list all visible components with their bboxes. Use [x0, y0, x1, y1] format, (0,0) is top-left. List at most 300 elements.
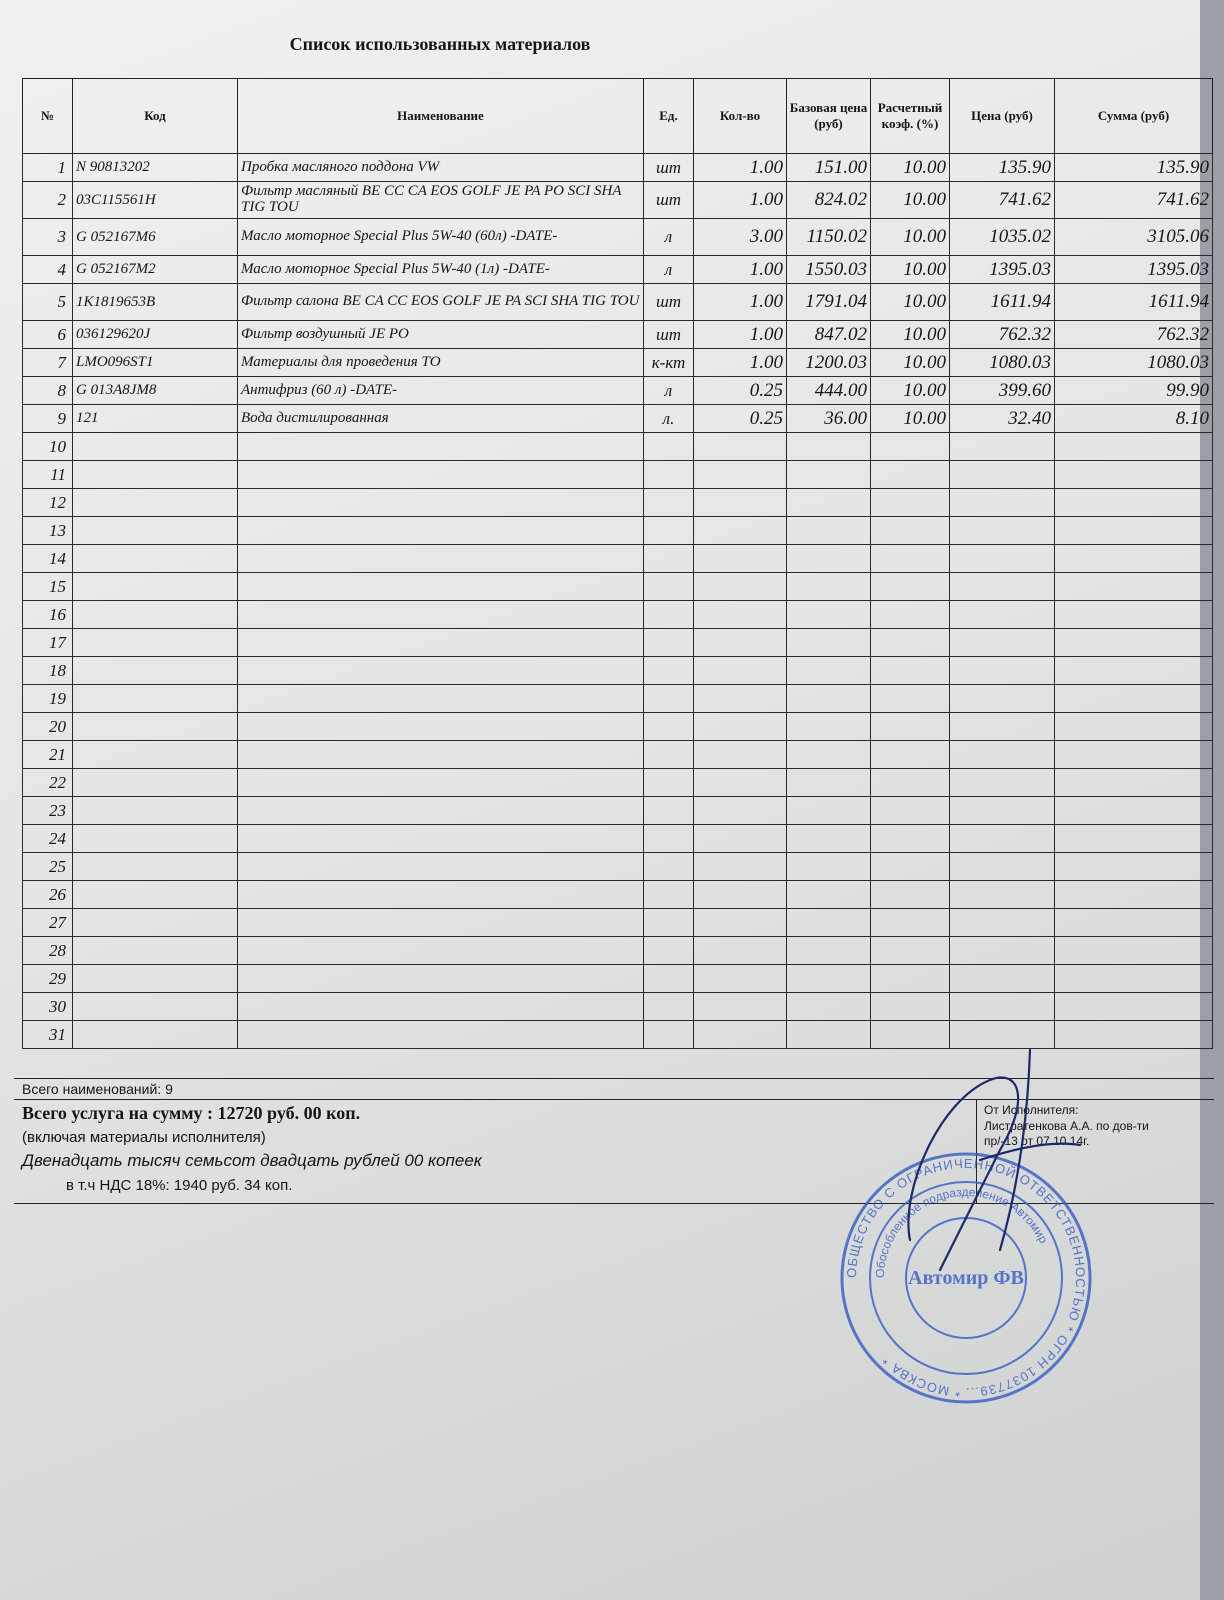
row-number: 3: [23, 219, 73, 256]
item-coef: 10.00: [871, 256, 950, 284]
vat-line: в т.ч НДС 18%: 1940 руб. 34 коп.: [66, 1177, 293, 1194]
table-row: [23, 284, 1213, 321]
empty-cell: [694, 881, 787, 909]
empty-cell: [694, 937, 787, 965]
empty-cell: [644, 909, 694, 937]
item-name: Масло моторное Special Plus 5W-40 (1л) -DATE-: [238, 256, 644, 284]
materials-table: [22, 78, 1213, 1049]
empty-cell: [1055, 601, 1213, 629]
empty-cell: [238, 461, 644, 489]
stamp-outer-text: ОБЩЕСТВО С ОГРАНИЧЕННОЙ ОТВЕТСТВЕННОСТЬЮ * ОГРН 1037739... * МОСКВА *: [843, 1155, 1089, 1401]
empty-cell: [1055, 937, 1213, 965]
item-unit: шт: [644, 154, 694, 182]
empty-cell: [238, 909, 644, 937]
empty-cell: [787, 657, 871, 685]
empty-cell: [787, 545, 871, 573]
empty-cell: [73, 461, 238, 489]
empty-cell: [73, 433, 238, 461]
empty-cell: [238, 433, 644, 461]
row-number: 29: [23, 965, 73, 993]
empty-cell: [694, 657, 787, 685]
empty-cell: [1055, 629, 1213, 657]
item-code: 121: [73, 405, 238, 433]
empty-cell: [1055, 909, 1213, 937]
empty-cell: [694, 601, 787, 629]
document-title: Список использованных материалов: [289, 34, 591, 54]
row-number: 11: [23, 461, 73, 489]
row-number: 22: [23, 769, 73, 797]
empty-cell: [950, 489, 1055, 517]
table-row: [23, 713, 1213, 741]
item-coef: 10.00: [871, 182, 950, 219]
empty-cell: [73, 909, 238, 937]
table-row: [23, 321, 1213, 349]
empty-cell: [238, 881, 644, 909]
empty-cell: [871, 741, 950, 769]
empty-cell: [1055, 545, 1213, 573]
item-name: Фильтр салона BE CA CC EOS GOLF JE PA SCI SHA TIG TOU: [238, 284, 644, 321]
empty-cell: [1055, 433, 1213, 461]
empty-cell: [73, 629, 238, 657]
empty-cell: [644, 853, 694, 881]
empty-cell: [871, 573, 950, 601]
empty-cell: [871, 909, 950, 937]
item-code: N 90813202: [73, 154, 238, 182]
item-base-price: 151.00: [787, 154, 871, 182]
item-price: 762.32: [950, 321, 1055, 349]
row-number: 27: [23, 909, 73, 937]
col-num-header: №: [23, 79, 73, 154]
empty-cell: [238, 517, 644, 545]
empty-cell: [871, 517, 950, 545]
signature: [880, 1040, 1100, 1280]
row-number: 9: [23, 405, 73, 433]
empty-cell: [871, 601, 950, 629]
item-code: 1K1819653B: [73, 284, 238, 321]
empty-cell: [950, 769, 1055, 797]
item-sum: 1080.03: [1055, 349, 1213, 377]
table-row: [23, 489, 1213, 517]
item-name: Фильтр воздушный JE PO: [238, 321, 644, 349]
empty-cell: [73, 769, 238, 797]
item-coef: 10.00: [871, 154, 950, 182]
empty-cell: [73, 853, 238, 881]
row-number: 8: [23, 377, 73, 405]
table-row: [23, 937, 1213, 965]
row-number: 16: [23, 601, 73, 629]
item-sum: 8.10: [1055, 405, 1213, 433]
executor-name: Листратенкова А.А. по дов-ти: [984, 1118, 1149, 1133]
row-number: 31: [23, 1021, 73, 1049]
row-number: 21: [23, 741, 73, 769]
empty-cell: [644, 461, 694, 489]
empty-cell: [950, 517, 1055, 545]
empty-cell: [73, 993, 238, 1021]
empty-cell: [787, 685, 871, 713]
item-name: Пробка масляного поддона VW: [238, 154, 644, 182]
empty-cell: [950, 853, 1055, 881]
empty-cell: [1055, 965, 1213, 993]
executor-label: От Исполнителя:: [984, 1103, 1079, 1117]
stamp-center-text: Автомир ФВ: [908, 1267, 1024, 1289]
empty-cell: [644, 797, 694, 825]
empty-cell: [1055, 685, 1213, 713]
table-row: [23, 545, 1213, 573]
empty-cell: [1055, 517, 1213, 545]
empty-cell: [871, 685, 950, 713]
empty-cell: [950, 825, 1055, 853]
item-unit: л.: [644, 405, 694, 433]
included-note: (включая материалы исполнителя): [22, 1129, 266, 1146]
row-number: 15: [23, 573, 73, 601]
empty-cell: [950, 433, 1055, 461]
table-header-row: [23, 79, 1213, 154]
item-price: 1035.02: [950, 219, 1055, 256]
empty-cell: [73, 517, 238, 545]
item-base-price: 1150.02: [787, 219, 871, 256]
empty-cell: [871, 881, 950, 909]
table-row: [23, 825, 1213, 853]
empty-cell: [787, 489, 871, 517]
empty-cell: [644, 881, 694, 909]
empty-cell: [694, 797, 787, 825]
empty-cell: [1055, 853, 1213, 881]
table-row: [23, 909, 1213, 937]
empty-cell: [950, 601, 1055, 629]
empty-cell: [950, 657, 1055, 685]
table-row: [23, 965, 1213, 993]
empty-cell: [871, 965, 950, 993]
col-sum-header: Сумма (руб): [1055, 79, 1213, 154]
item-qty: 0.25: [694, 377, 787, 405]
item-code: G 052167M2: [73, 256, 238, 284]
empty-cell: [694, 517, 787, 545]
empty-cell: [1055, 657, 1213, 685]
empty-cell: [694, 1021, 787, 1049]
empty-cell: [644, 993, 694, 1021]
item-qty: 1.00: [694, 154, 787, 182]
item-base-price: 444.00: [787, 377, 871, 405]
item-sum: 741.62: [1055, 182, 1213, 219]
item-coef: 10.00: [871, 405, 950, 433]
table-row: [23, 741, 1213, 769]
row-number: 7: [23, 349, 73, 377]
empty-cell: [644, 713, 694, 741]
item-coef: 10.00: [871, 321, 950, 349]
empty-cell: [694, 825, 787, 853]
row-number: 23: [23, 797, 73, 825]
col-base-price-header: Базовая цена (руб): [787, 79, 871, 154]
row-number: 12: [23, 489, 73, 517]
item-code: 036129620J: [73, 321, 238, 349]
empty-cell: [238, 853, 644, 881]
empty-cell: [787, 797, 871, 825]
empty-cell: [787, 937, 871, 965]
empty-cell: [73, 1021, 238, 1049]
table-row: [23, 219, 1213, 256]
empty-cell: [644, 685, 694, 713]
empty-cell: [950, 713, 1055, 741]
empty-cell: [238, 489, 644, 517]
empty-cell: [644, 657, 694, 685]
item-sum: 762.32: [1055, 321, 1213, 349]
item-qty: 3.00: [694, 219, 787, 256]
item-base-price: 847.02: [787, 321, 871, 349]
item-unit: шт: [644, 321, 694, 349]
empty-cell: [238, 545, 644, 573]
empty-cell: [871, 937, 950, 965]
item-coef: 10.00: [871, 349, 950, 377]
col-coef-header: Расчетный коэф. (%): [871, 79, 950, 154]
item-price: 741.62: [950, 182, 1055, 219]
empty-cell: [238, 1021, 644, 1049]
empty-cell: [73, 937, 238, 965]
empty-cell: [694, 489, 787, 517]
item-base-price: 1550.03: [787, 256, 871, 284]
empty-cell: [871, 769, 950, 797]
amount-in-words: Двенадцать тысяч семьсот двадцать рублей 00 копеек: [22, 1151, 482, 1170]
col-name-header: Наименование: [238, 79, 644, 154]
empty-cell: [73, 489, 238, 517]
empty-cell: [871, 545, 950, 573]
table-row: [23, 256, 1213, 284]
empty-cell: [694, 769, 787, 797]
empty-cell: [787, 517, 871, 545]
empty-cell: [73, 573, 238, 601]
empty-cell: [644, 433, 694, 461]
item-sum: 1611.94: [1055, 284, 1213, 321]
empty-cell: [871, 993, 950, 1021]
empty-cell: [787, 601, 871, 629]
empty-cell: [694, 433, 787, 461]
empty-cell: [950, 909, 1055, 937]
col-qty-header: Кол-во: [694, 79, 787, 154]
col-price-header: Цена (руб): [950, 79, 1055, 154]
item-price: 1611.94: [950, 284, 1055, 321]
empty-cell: [1055, 713, 1213, 741]
empty-cell: [694, 741, 787, 769]
empty-cell: [871, 489, 950, 517]
item-qty: 0.25: [694, 405, 787, 433]
empty-cell: [644, 741, 694, 769]
item-name: Масло моторное Special Plus 5W-40 (60л) -DATE-: [238, 219, 644, 256]
empty-cell: [950, 545, 1055, 573]
empty-cell: [787, 573, 871, 601]
row-number: 2: [23, 182, 73, 219]
empty-cell: [238, 685, 644, 713]
empty-cell: [644, 517, 694, 545]
item-qty: 1.00: [694, 321, 787, 349]
empty-cell: [238, 741, 644, 769]
item-name: Фильтр масляный BE CC CA EOS GOLF JE PA PO SCI SHA TIG TOU: [238, 182, 644, 219]
row-number: 14: [23, 545, 73, 573]
empty-cell: [73, 545, 238, 573]
row-number: 18: [23, 657, 73, 685]
empty-cell: [950, 965, 1055, 993]
table-row: [23, 433, 1213, 461]
empty-cell: [787, 1021, 871, 1049]
empty-cell: [73, 797, 238, 825]
row-number: 20: [23, 713, 73, 741]
empty-cell: [644, 825, 694, 853]
item-name: Вода дистилированная: [238, 405, 644, 433]
item-sum: 135.90: [1055, 154, 1213, 182]
table-row: [23, 573, 1213, 601]
empty-cell: [950, 937, 1055, 965]
item-unit: л: [644, 219, 694, 256]
table-body: [23, 154, 1213, 1049]
row-number: 4: [23, 256, 73, 284]
empty-cell: [73, 741, 238, 769]
empty-cell: [787, 993, 871, 1021]
row-number: 5: [23, 284, 73, 321]
empty-cell: [238, 629, 644, 657]
empty-cell: [1055, 797, 1213, 825]
empty-cell: [694, 993, 787, 1021]
item-price: 32.40: [950, 405, 1055, 433]
empty-cell: [644, 1021, 694, 1049]
empty-cell: [787, 853, 871, 881]
empty-cell: [1055, 741, 1213, 769]
item-base-price: 36.00: [787, 405, 871, 433]
table-row: [23, 769, 1213, 797]
empty-cell: [694, 573, 787, 601]
empty-cell: [73, 965, 238, 993]
row-number: 25: [23, 853, 73, 881]
empty-cell: [644, 573, 694, 601]
empty-cell: [787, 741, 871, 769]
table-row: [23, 657, 1213, 685]
table-row: [23, 685, 1213, 713]
empty-cell: [787, 881, 871, 909]
empty-cell: [238, 713, 644, 741]
empty-cell: [694, 545, 787, 573]
empty-cell: [871, 461, 950, 489]
item-name: Материалы для проведения ТО: [238, 349, 644, 377]
item-code: G 052167M6: [73, 219, 238, 256]
empty-cell: [694, 629, 787, 657]
table-row: [23, 853, 1213, 881]
item-code: G 013A8JM8: [73, 377, 238, 405]
empty-cell: [73, 685, 238, 713]
empty-cell: [73, 657, 238, 685]
empty-cell: [787, 713, 871, 741]
empty-cell: [871, 825, 950, 853]
table-row: [23, 881, 1213, 909]
table-row: [23, 182, 1213, 219]
item-unit: шт: [644, 284, 694, 321]
empty-cell: [644, 629, 694, 657]
item-qty: 1.00: [694, 256, 787, 284]
row-number: 28: [23, 937, 73, 965]
empty-cell: [694, 965, 787, 993]
empty-cell: [787, 629, 871, 657]
empty-cell: [238, 797, 644, 825]
empty-cell: [1055, 573, 1213, 601]
row-number: 30: [23, 993, 73, 1021]
item-code: LMO096ST1: [73, 349, 238, 377]
empty-cell: [871, 797, 950, 825]
empty-cell: [950, 461, 1055, 489]
item-unit: к-кт: [644, 349, 694, 377]
table-row: [23, 154, 1213, 182]
row-number: 10: [23, 433, 73, 461]
table-row: [23, 461, 1213, 489]
col-unit-header: Ед.: [644, 79, 694, 154]
empty-cell: [787, 769, 871, 797]
empty-cell: [73, 713, 238, 741]
item-price: 399.60: [950, 377, 1055, 405]
empty-cell: [238, 769, 644, 797]
empty-cell: [238, 993, 644, 1021]
empty-cell: [871, 853, 950, 881]
empty-cell: [950, 685, 1055, 713]
item-base-price: 824.02: [787, 182, 871, 219]
empty-cell: [950, 993, 1055, 1021]
empty-cell: [871, 629, 950, 657]
table-row: [23, 993, 1213, 1021]
item-coef: 10.00: [871, 284, 950, 321]
item-coef: 10.00: [871, 219, 950, 256]
empty-cell: [694, 853, 787, 881]
item-price: 135.90: [950, 154, 1055, 182]
stamp-inner-text: Обособленное подразделение Автомир: [872, 1184, 1051, 1279]
item-price: 1395.03: [950, 256, 1055, 284]
item-qty: 1.00: [694, 349, 787, 377]
empty-cell: [1055, 881, 1213, 909]
table-row: [23, 601, 1213, 629]
empty-cell: [871, 433, 950, 461]
empty-cell: [694, 685, 787, 713]
empty-cell: [1055, 489, 1213, 517]
table-row: [23, 349, 1213, 377]
item-unit: шт: [644, 182, 694, 219]
empty-cell: [73, 601, 238, 629]
empty-cell: [1055, 769, 1213, 797]
item-price: 1080.03: [950, 349, 1055, 377]
item-sum: 99.90: [1055, 377, 1213, 405]
empty-cell: [787, 433, 871, 461]
empty-cell: [644, 545, 694, 573]
empty-cell: [644, 965, 694, 993]
item-coef: 10.00: [871, 377, 950, 405]
row-number: 1: [23, 154, 73, 182]
empty-cell: [73, 881, 238, 909]
table-row: [23, 797, 1213, 825]
table-row: [23, 405, 1213, 433]
empty-cell: [1055, 461, 1213, 489]
empty-cell: [238, 965, 644, 993]
empty-cell: [73, 825, 238, 853]
total-amount: Всего услуга на сумму : 12720 руб. 00 коп.: [22, 1103, 361, 1123]
empty-cell: [238, 825, 644, 853]
empty-cell: [871, 657, 950, 685]
empty-cell: [238, 657, 644, 685]
empty-cell: [644, 601, 694, 629]
empty-cell: [950, 741, 1055, 769]
empty-cell: [950, 797, 1055, 825]
col-code-header: Код: [73, 79, 238, 154]
item-qty: 1.00: [694, 284, 787, 321]
empty-cell: [238, 573, 644, 601]
item-unit: л: [644, 256, 694, 284]
empty-cell: [787, 825, 871, 853]
table-row: [23, 517, 1213, 545]
item-qty: 1.00: [694, 182, 787, 219]
empty-cell: [871, 713, 950, 741]
row-number: 13: [23, 517, 73, 545]
empty-cell: [644, 937, 694, 965]
